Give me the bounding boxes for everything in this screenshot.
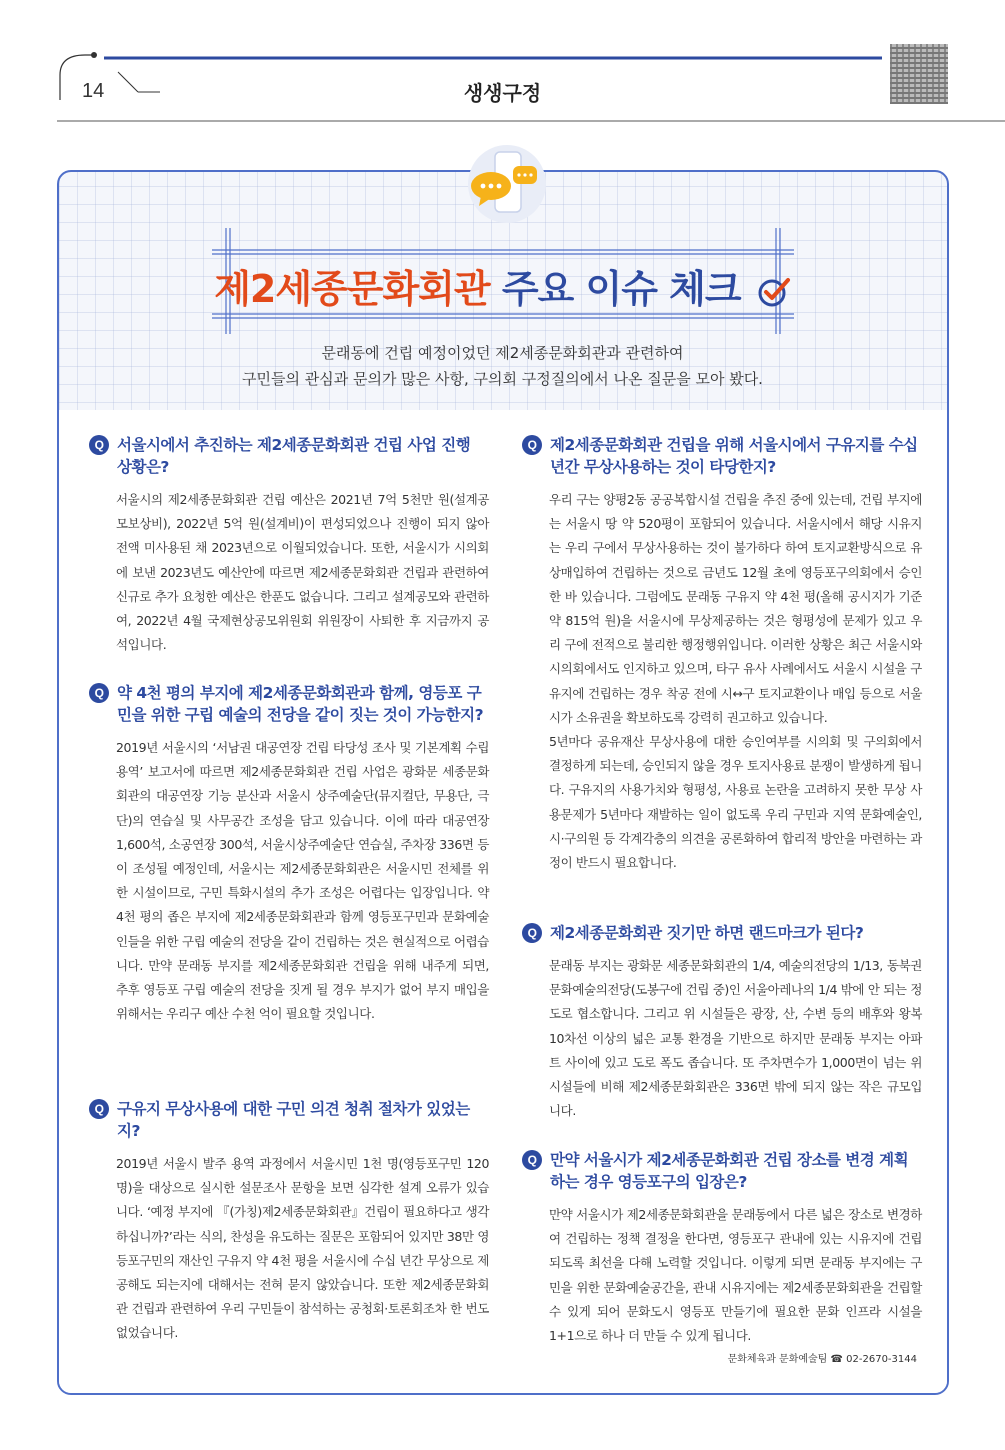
header-decoration (0, 0, 1005, 125)
answer-text: 만약 서울시가 제2세종문화회관을 문래동에서 다른 넓은 장소로 변경하여 건립하는 정책 결정을 한다면, 영등포구 관내에 있는 시유지에 건립되도록 최선을 다해 노력할 것입니다. 이렇게 되면 문래동 부지에는 구민을 위한 문화예술공간을, 관내 시유지에는 제2세종문화회관을 건립할 수 있게 되어 문화도시 영등포 만들기에 필요한 문화 인프라 시설을 1+1으로 하나 더 만들 수 있게 됩니다. (549, 1207, 922, 1344)
answer-text: 우리 구는 양평2동 공공복합시설 건립을 추진 중에 있는데, 건립 부지에는 서울시 땅 약 520평이 포함되어 있습니다. 서울시에서 해당 시유지는 우리 구에서 무상사용하는 것이 불가하다 하여 토지교환방식으로 유상매입하여 건립하는 것으로 금년도 12월 초에 영등포구의회에서 승인한 바 있습니다. 그럼에도 문래동 구유지 약 4천 평(올해 공시지가 기준 약 815억 원)을 서울시에 무상제공하는 것은 형평성에 문제가 있고 우리 구에 전적으로 불리한 행정행위입니다. 이러한 상황은 최근 서울시와 시의회에서도 인지하고 있으며, 타구 유사 사례에서도 서울시 시설을 구유지에 건립하는 경우 착공 전에 시↔구 토지교환이나 매입 등으로 서울시가 소유권을 확보하도록 강력히 권고하고 있습니다. (549, 492, 922, 725)
question-text: 만약 서울시가 제2세종문화회관 건립 장소를 변경 계획하는 경우 영등포구의 입장은? (550, 1151, 909, 1191)
intro-text (0, 340, 1005, 392)
question-heading (522, 922, 922, 944)
page-title (0, 258, 1005, 313)
qa-item-left-2 (89, 682, 489, 1026)
title-part1: 제2세종문화회관 (214, 267, 490, 311)
q-badge-icon: Q (522, 923, 542, 943)
question-text: 서울시에서 추진하는 제2세종문화회관 건립 사업 진행 상황은? (117, 436, 471, 476)
qa-item-left-1 (89, 434, 489, 657)
chat-bubble-icon (467, 144, 547, 224)
q-badge-icon: Q (522, 1150, 542, 1170)
intro-line-1: 문래동에 건립 예정이었던 제2세종문화회관과 관련하여 (321, 344, 684, 362)
page-header (0, 0, 1005, 125)
section-title: 생생구정 (463, 81, 542, 105)
qa-item-right-2 (522, 922, 922, 1123)
contact-info: 문화체육과 문화예술팀 ☎ 02-2670-3144 (727, 1354, 917, 1365)
answer-text: 2019년 서울시 발주 용역 과정에서 서울시민 1천 명(영등포구민 120명)을 대상으로 실시한 설문조사 문항을 보면 심각한 설계 오류가 있습니다. ‘예정 부지에 『(가칭)제2세종문화회관』건립이 필요하다고 생각하십니까?’라는 식의, 찬성을 유도하는 질문은 포함되어 있지만 38만 영등포구민의 재산인 구유지 약 4천 평을 서울시에 수십 년간 무상으로 제공해도 되는지에 대해서는 전혀 묻지 않았습니다. 또한 제2세종문화회관 건립과 관련하여 우리 구민들이 참석하는 공청회·토론회조차 한 번도 없었습니다. (116, 1156, 489, 1341)
answer-text: 2019년 서울시의 ‘서남권 대공연장 건립 타당성 조사 및 기본계획 수립 용역’ 보고서에 따르면 제2세종문화회관 건립 사업은 광화문 세종문화회관의 대공연장 기능 분산과 서울시 상주예술단(뮤지컬단, 무용단, 극단)의 연습실 및 사무공간 조성을 담고 있습니다. 이에 따라 대공연장 1,600석, 소공연장 300석, 서울시상주예술단 연습실, 주차장 336면 등이 조성될 예정인데, 서울시는 제2세종문화회관은 서울시민 전체를 위한 시설이므로, 구민 특화시설의 추가 조성은 어렵다는 입장입니다. 약 4천 평의 좁은 부지에 제2세종문화회관과 함께 영등포구민과 문화예술인들을 위한 구립 예술의 전당을 같이 건립하는 것은 현실적으로 어렵습니다. 만약 문래동 부지를 제2세종문화회관 건립을 위해 내주게 되면, 추후 영등포 구립 예술의 전당을 짓게 될 경우 부지가 없어 부지 매입을 위해서는 우리구 예산 수천 억이 필요할 것입니다. (116, 740, 489, 1022)
answer-text-2: 5년마다 공유재산 무상사용에 대한 승인여부를 시의회 및 구의회에서 결정하게 되는데, 승인되지 않을 경우 토지사용료 분쟁이 발생하게 됩니다. 구유지의 사용가치와 형평성, 사용료 논란을 고려하지 못한 무상 사용문제가 5년마다 재발하는 일이 없도록 우리 구민과 지역 문화예술인, 시·구의원 등 각계각층의 의견을 공론화하여 합리적 방안을 마련하는 과정이 반드시 필요합니다. (549, 734, 922, 871)
question-text: 구유지 무상사용에 대한 구민 의견 청취 절차가 있었는지? (117, 1100, 470, 1140)
q-badge-icon: Q (89, 435, 109, 455)
question-heading (522, 1149, 922, 1193)
qa-item-right-1 (522, 434, 922, 875)
question-heading (89, 682, 489, 726)
question-heading (522, 434, 922, 478)
q-badge-icon: Q (89, 1099, 109, 1119)
title-part2: 주요 이슈 체크 (501, 267, 741, 311)
question-text: 약 4천 평의 부지에 제2세종문화회관과 함께, 영등포 구민을 위한 구립 예술의 전당을 같이 짓는 것이 가능한지? (117, 684, 484, 724)
answer-text: 문래동 부지는 광화문 세종문화회관의 1/4, 예술의전당의 1/13, 동북권 문화예술의전당(도봉구에 건립 중)인 서울아레나의 1/4 밖에 안 되는 정도로 협소합니다. 그리고 위 시설들은 광장, 산, 수변 등의 배후와 왕복 10차선 이상의 넓은 교통 환경을 기반으로 하지만 문래동 부지는 아파트 사이에 있고 도로 폭도 좁습니다. 또 주차면수가 1,000면이 넘는 위 시설들에 비해 제2세종문화회관은 336면 밖에 되지 않는 작은 규모입니다. (549, 958, 922, 1119)
question-text: 제2세종문화회관 건립을 위해 서울시에서 구유지를 수십 년간 무상사용하는 것이 타당한지? (550, 436, 918, 476)
qr-code-icon (890, 44, 948, 104)
checkmark-icon (757, 275, 791, 309)
intro-line-2: 구민들의 관심과 문의가 많은 사항, 구의회 구정질의에서 나온 질문을 모아 봤다. (242, 370, 763, 388)
q-badge-icon: Q (89, 683, 109, 703)
qa-item-right-3 (522, 1149, 922, 1348)
q-badge-icon: Q (522, 435, 542, 455)
question-text: 제2세종문화회관 짓기만 하면 랜드마크가 된다? (550, 924, 864, 942)
page-number: 14 (82, 80, 105, 102)
qa-item-left-3 (89, 1098, 489, 1346)
question-heading (89, 434, 489, 478)
question-heading (89, 1098, 489, 1142)
answer-text: 서울시의 제2세종문화회관 건립 예산은 2021년 7억 5천만 원(설계공모보상비), 2022년 5억 원(설계비)이 편성되었으나 진행이 되지 않아 전액 미사용된 채 2023년으로 이월되었습니다. 또한, 서울시가 시의회에 보낸 2023년도 예산안에 따르면 제2세종문화회관 건립과 관련하여 신규로 추가 요청한 예산은 한푼도 없습니다. 그리고 설계공모와 관련하여, 2022년 4월 국제현상공모위원회 위원장이 사퇴한 후 지금까지 공석입니다. (116, 492, 489, 653)
